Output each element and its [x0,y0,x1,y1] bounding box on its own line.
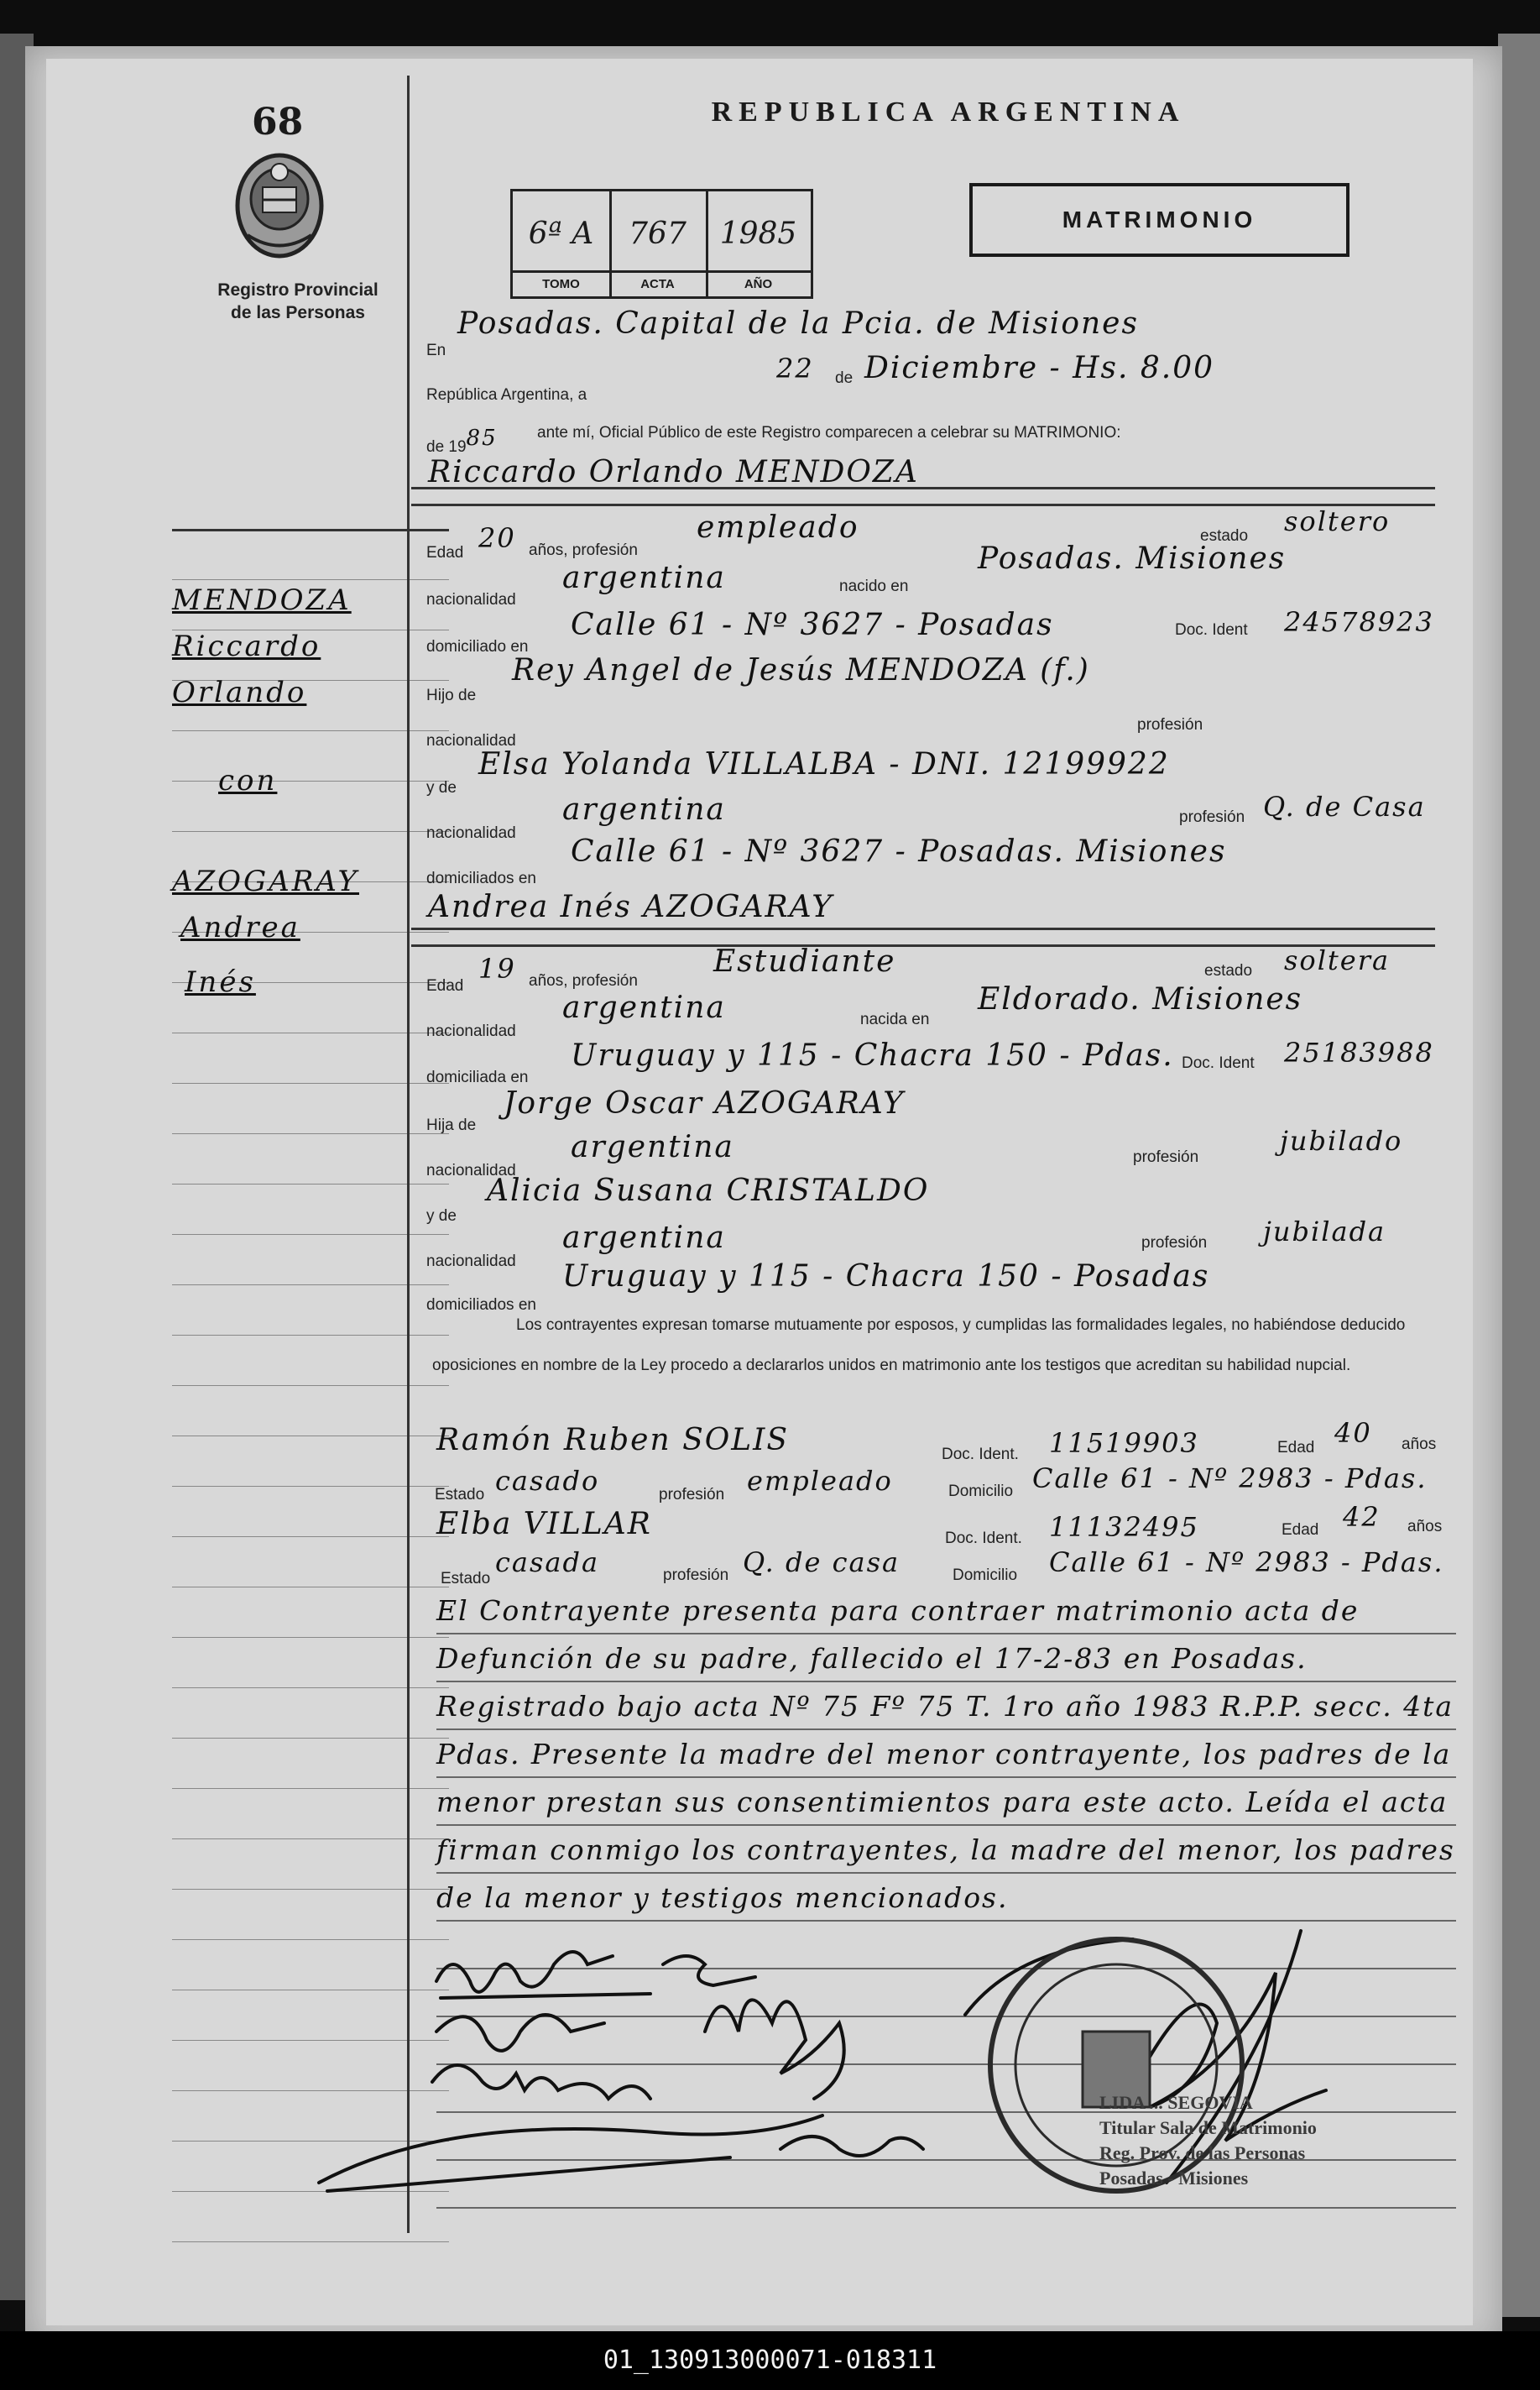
stamp-line-2: Titular Sala de Matrimonio [1099,2117,1317,2138]
groom-yde-label: y de [426,779,457,797]
republic-label: República Argentina, a [426,386,587,404]
groom-parents-domic-label: domiciliados en [426,870,536,887]
groom-parents-address: Calle 61 - Nº 3627 - Posadas. Misiones [571,834,1227,869]
record-type-box: MATRIMONIO [969,183,1349,257]
margin-groom-name1: Riccardo [172,630,321,663]
groom-mother: Elsa Yolanda VILLALBA - DNI. 12199922 [478,747,1170,782]
groom-edad-label: Edad [426,544,464,562]
bride-address: Uruguay y 115 - Chacra 150 - Pdas. [571,1038,1174,1073]
bride-doc-label: Doc. Ident [1182,1054,1255,1072]
groom-mother-profession: Q. de Casa [1263,791,1426,823]
witness2-prof-label: profesión [663,1566,729,1584]
groom-father: Rey Angel de Jesús MENDOZA (f.) [512,653,1090,688]
witness2-estado-label: Estado [441,1570,491,1587]
record-reference-box [510,189,813,299]
groom-mother-prof-label: profesión [1179,808,1245,826]
acta-label: ACTA [609,270,706,296]
groom-nacido-label: nacido en [839,578,909,595]
bride-birthplace: Eldorado. Misiones [978,982,1303,1017]
witness1-doc-label: Doc. Ident. [942,1446,1019,1463]
groom-domic-label: domiciliado en [426,638,529,656]
tomo-label: TOMO [513,270,609,296]
witness1-prof-label: profesión [659,1486,725,1504]
groom-full-name: Riccardo Orlando MENDOZA [428,455,919,489]
groom-anios-label: años, profesión [529,541,638,559]
groom-father-nac-label: nacionalidad [426,732,516,750]
groom-mother-nationality: argentina [562,792,726,827]
bride-anios-label: años, profesión [529,972,638,990]
bride-estado: soltera [1284,944,1391,976]
groom-address: Calle 61 - Nº 3627 - Posadas [571,608,1054,642]
bride-full-name: Andrea Inés AZOGARAY [428,890,833,924]
bride-nac-label: nacionalidad [426,1022,516,1040]
margin-groom-surname: MENDOZA [172,583,352,617]
bride-mother-nationality: argentina [562,1221,726,1255]
place-value: Posadas. Capital de la Pcia. de Misiones [457,306,1139,341]
bride-domic-label: domiciliada en [426,1069,529,1086]
bride-hija-label: Hija de [426,1117,477,1134]
year-suffix: 85 [466,426,498,451]
tomo-value: 6ª A [528,217,594,251]
day-value: 22 [776,353,814,384]
bride-estado-label: estado [1204,962,1253,980]
witness1-domic-label: Domicilio [948,1483,1014,1500]
groom-estado-label: estado [1200,527,1249,545]
witness2-profession: Q. de casa [743,1546,901,1578]
witness2-domic-label: Domicilio [953,1566,1018,1584]
groom-father-prof-label: profesión [1137,716,1203,734]
bride-mother-profession: jubilada [1263,1216,1386,1247]
stamp-line-4: Posadas - Misiones [1099,2168,1249,2189]
margin-bride-surname: AZOGARAY [172,865,359,898]
witness2-edad-label: Edad [1282,1521,1319,1539]
witness1-profession: empleado [747,1465,893,1497]
official-stamp-text [1099,2090,1452,2191]
bride-edad-label: Edad [426,977,464,995]
country-title: REPUBLICA ARGENTINA [711,97,1186,128]
margin-bride-name1: Andrea [180,911,300,944]
witness2-doc: 11132495 [1049,1511,1199,1543]
groom-profession: empleado [697,510,859,545]
witness2-name: Elba VILLAR [436,1507,652,1541]
declaration-text: ante mí, Oficial Público de este Registro comparecen a celebrar su MATRIMONIO: [537,424,1121,442]
witness2-age: 42 [1343,1501,1381,1533]
bride-age: 19 [478,953,516,985]
registry-line-2: de las Personas [231,303,365,322]
witness1-name: Ramón Ruben SOLIS [436,1423,790,1457]
bride-yde-label: y de [426,1207,457,1225]
page-number: 68 [252,101,304,144]
witness2-doc-label: Doc. Ident. [945,1530,1022,1547]
witness1-edad-label: Edad [1277,1439,1315,1456]
image-identifier-bar: 01_130913000071-018311 [0,2331,1540,2390]
stamp-line-1: LIDA ... SEGOVIA [1099,2092,1253,2113]
margin-groom-name2: Orlando [172,676,307,709]
groom-mother-nac-label: nacionalidad [426,824,516,842]
groom-age: 20 [478,522,516,554]
anio-cell [706,191,811,296]
bride-parents-address: Uruguay y 115 - Chacra 150 - Posadas [562,1259,1210,1294]
witness1-estado-label: Estado [435,1486,485,1504]
witness1-doc: 11519903 [1049,1427,1199,1459]
bride-father: Jorge Oscar AZOGARAY [504,1086,906,1121]
tomo-cell [513,191,612,296]
acta-value: 767 [629,217,686,251]
bride-father-profession: jubilado [1280,1125,1403,1157]
annotation-text: El Contrayente presenta para contraer matrimonio acta de Defunción de su padre, fallecido el 17-2-83 en Posadas. Registrado bajo acta Nº 75 Fº 75 T. 1ro año 1983 R.P.P. secc. 4ta Pdas. Presente la madre del menor contrayente, los padres de la menor prestan sus consentimientos para este acto. Leída el acta firman conmigo los contrayentes, la madre del menor, los padres de la menor y testigos mencionados. [436,1594,1455,1914]
groom-nac-label: nacionalidad [426,591,516,609]
witness2-address: Calle 61 - Nº 2983 - Pdas. [1049,1546,1444,1578]
witness1-estado: casado [495,1465,600,1497]
bride-mother-prof-label: profesión [1141,1234,1208,1252]
legal-text: Los contrayentes expresan tomarse mutuamente por esposos, y cumplidas las formalidades legales, no habiéndose deducido oposiciones en nombre de la Ley procedo a declararlos unidos en matrimonio ante los testigos que acreditan su habilidad nupcial. [432,1316,1406,1374]
witness2-anios-label: años [1407,1518,1443,1535]
registry-name [185,279,411,324]
groom-doc: 24578923 [1284,606,1434,638]
registry-line-1: Registro Provincial [217,280,378,300]
groom-hijo-label: Hijo de [426,687,477,704]
groom-nationality: argentina [562,561,726,595]
groom-birthplace: Posadas. Misiones [978,541,1287,576]
witness1-address: Calle 61 - Nº 2983 - Pdas. [1032,1462,1428,1494]
bride-mother-nac-label: nacionalidad [426,1253,516,1270]
witness1-age: 40 [1334,1417,1372,1449]
bride-father-nac-label: nacionalidad [426,1162,516,1179]
bride-nacida-label: nacida en [860,1011,930,1028]
year-prefix [426,426,498,458]
month-time-value: Diciembre - Hs. 8.00 [864,351,1215,385]
bride-doc: 25183988 [1284,1037,1434,1069]
bride-mother: Alicia Susana CRISTALDO [487,1174,930,1208]
acta-cell [609,191,708,296]
anio-value: 1985 [719,217,797,251]
de-label: de [835,369,854,387]
bride-profession: Estudiante [713,944,896,979]
groom-doc-label: Doc. Ident [1175,621,1248,639]
coat-of-arms-icon [229,147,330,264]
book-next-page [1498,34,1540,2317]
margin-bride-name2: Inés [185,965,256,999]
stamp-line-3: Reg. Prov. de las Personas [1099,2142,1306,2163]
bride-nationality: argentina [562,991,726,1025]
column-rule [407,76,410,2233]
anio-label: AÑO [706,270,811,296]
margin-connector: con [218,764,278,798]
bride-father-nationality: argentina [571,1130,734,1164]
witness1-anios-label: años [1402,1436,1437,1453]
en-label: En [426,342,446,359]
witness2-estado: casada [495,1546,600,1578]
bride-father-prof-label: profesión [1133,1148,1199,1166]
bride-parents-domic-label: domiciliados en [426,1296,536,1314]
groom-estado: soltero [1284,505,1391,537]
year-prefix-text: de 19 [426,438,467,456]
